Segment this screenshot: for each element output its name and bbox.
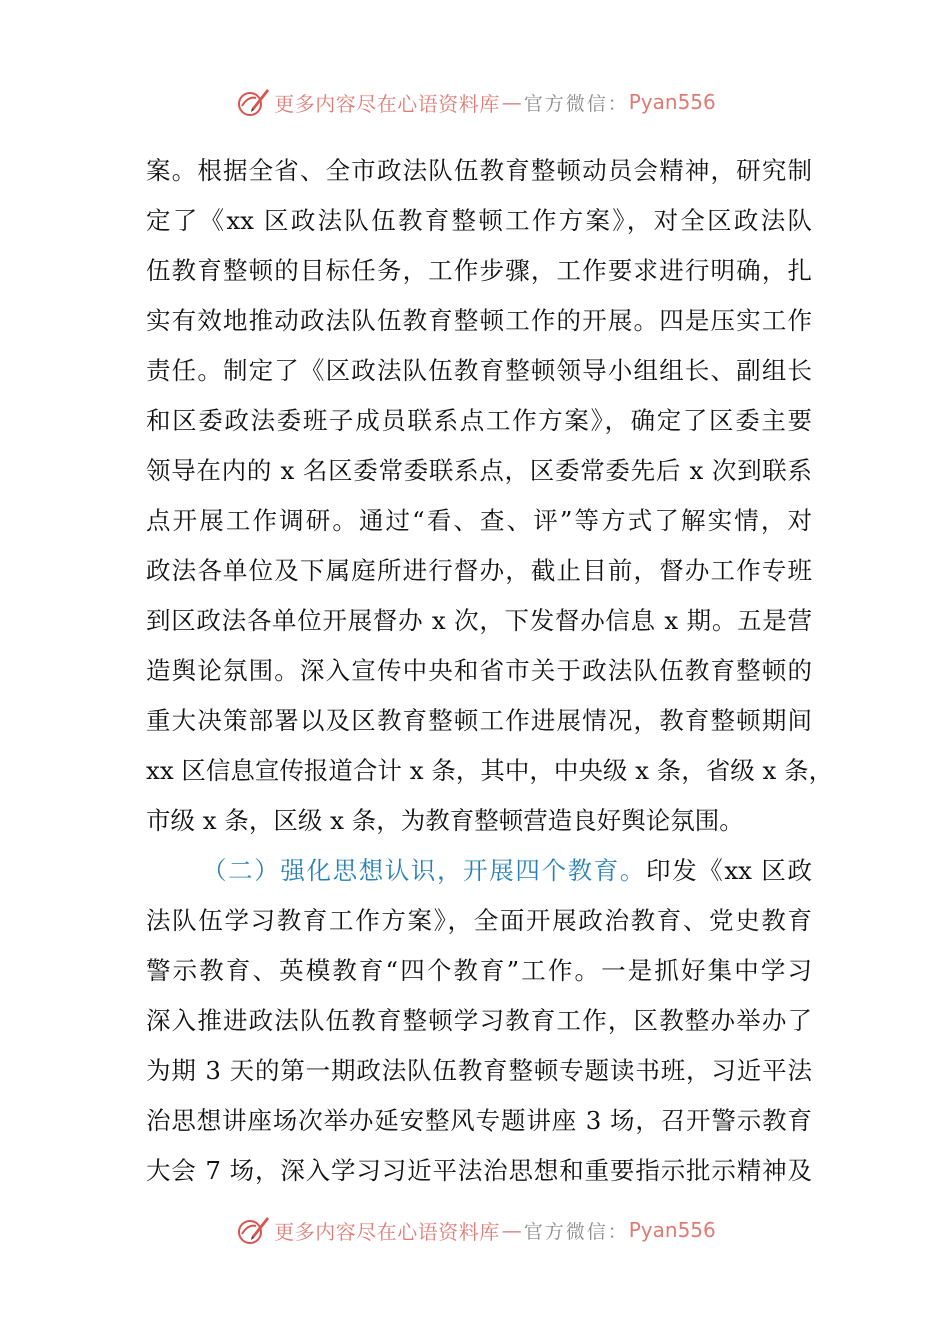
footer-banner <box>0 1210 950 1250</box>
text-line: xx 区信息宣传报道合计 x 条，其中，中央级 x 条，省级 x 条， <box>146 756 834 785</box>
section-heading-line <box>146 846 812 896</box>
text-line: 领导在内的 x 名区委常委联系点，区委常委先后 x 次到联系 <box>146 456 812 485</box>
text-line: 法队伍学习教育工作方案》，全面开展政治教育、党史教育 <box>146 906 812 935</box>
text-line: 重大决策部署以及区教育整顿工作进展情况，教育整顿期间 <box>146 706 812 735</box>
text-line: 政法各单位及下属庭所进行督办，截止目前，督办工作专班 <box>146 556 812 585</box>
document-body <box>146 146 834 1196</box>
banner-dash: — <box>501 1218 522 1242</box>
text-line: 警示教育、英模教育“四个教育”工作。一是抓好集中学习 <box>146 956 812 985</box>
text-line: 定了《xx 区政法队伍教育整顿工作方案》，对全区政法队 <box>146 206 812 235</box>
pen-logo-icon <box>234 84 270 120</box>
text-line: 责任。制定了《区政法队伍教育整顿领导小组组长、副组长 <box>146 356 812 385</box>
text-line: 为期 3 天的第一期政法队伍教育整顿专题读书班，习近平法 <box>146 1056 812 1085</box>
banner-wechat-label: 官方微信： <box>523 92 629 115</box>
banner-text: 更多内容尽在心语资料库 <box>274 91 500 116</box>
text-line: 市级 x 条，区级 x 条，为教育整顿营造良好舆论氛围。 <box>146 806 744 835</box>
banner-wechat-label: 官方微信： <box>523 1220 629 1243</box>
text-line: 到区政法各单位开展督办 x 次，下发督办信息 x 期。五是营 <box>146 606 812 635</box>
header-banner <box>0 82 950 122</box>
section-first-line-text: 印发《xx 区政 <box>646 856 813 885</box>
text-line: 深入推进政法队伍教育整顿学习教育工作，区教整办举办了 <box>146 1006 812 1035</box>
text-line: 实有效地推动政法队伍教育整顿工作的开展。四是压实工作 <box>146 306 812 335</box>
banner-text: 更多内容尽在心语资料库 <box>274 1219 500 1244</box>
text-line: 伍教育整顿的目标任务，工作步骤，工作要求进行明确，扎 <box>146 256 812 285</box>
banner-wechat-id: Pyan556 <box>628 1218 716 1242</box>
pen-logo-icon <box>234 1212 270 1248</box>
text-line: 和区委政法委班子成员联系点工作方案》，确定了区委主要 <box>146 406 812 435</box>
section-heading: （二）强化思想认识，开展四个教育。 <box>202 856 646 885</box>
text-line: 大会 7 场，深入学习习近平法治思想和重要指示批示精神及 <box>146 1156 812 1185</box>
text-line: 案。根据全省、全市政法队伍教育整顿动员会精神，研究制 <box>146 156 812 185</box>
banner-dash: — <box>501 90 522 114</box>
text-line: 造舆论氛围。深入宣传中央和省市关于政法队伍教育整顿的 <box>146 656 812 685</box>
text-line: 治思想讲座场次举办延安整风专题讲座 3 场，召开警示教育 <box>146 1106 812 1135</box>
text-line: 点开展工作调研。通过“看、查、评”等方式了解实情，对 <box>146 506 812 535</box>
banner-wechat-id: Pyan556 <box>628 90 716 114</box>
